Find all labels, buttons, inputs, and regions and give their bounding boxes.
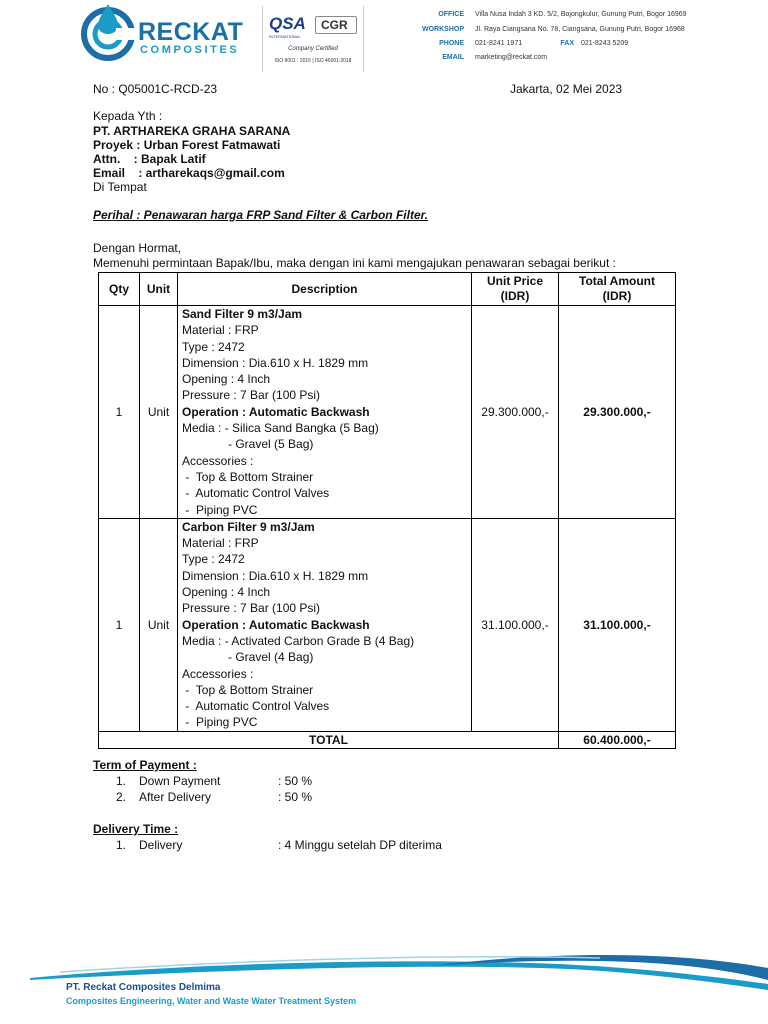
unit-price-header-line1: Unit Price	[486, 274, 543, 288]
delivery-item-num: 1.	[116, 838, 127, 852]
row-qty: 1	[99, 518, 140, 731]
payment-item-label: After Delivery	[139, 790, 212, 804]
description-header: Description	[178, 273, 472, 306]
unit-price-header-line2: (IDR)	[500, 289, 530, 303]
total-label: TOTAL	[99, 731, 559, 748]
delivery-title: Delivery Time :	[93, 822, 179, 836]
item-opening: Opening : 4 Inch	[182, 585, 271, 600]
item-pressure: Pressure : 7 Bar (100 Psi)	[182, 601, 321, 616]
item-accessory-1: - Top & Bottom Strainer	[182, 682, 314, 697]
qsa-subtitle: INTERNATIONAL	[269, 34, 301, 39]
item-accessory-3: - Piping PVC	[182, 715, 258, 730]
item-media-1: Media : - Activated Carbon Grade B (4 Bag)	[182, 633, 415, 648]
reckat-logo-icon	[80, 2, 136, 62]
item-opening: Opening : 4 Inch	[182, 372, 271, 387]
item-media-2: - Gravel (5 Bag)	[228, 437, 314, 452]
recipient-attn: Attn. : Bapak Latif	[93, 152, 206, 166]
office-address: Villa Nusa Indah 3 KD. 5/2, Bojongkulur, Gunung Putri, Bogor 16969	[475, 11, 687, 18]
letter-date: Jakarta, 02 Mei 2023	[510, 82, 623, 96]
item-title: Sand Filter 9 m3/Jam	[182, 307, 303, 321]
letter-greeting: Dengan Hormat,	[93, 241, 182, 255]
table-header-row	[99, 273, 676, 306]
recipient-project: Proyek : Urban Forest Fatmawati	[93, 138, 281, 152]
row-description	[178, 306, 472, 519]
row-qty: 1	[99, 306, 140, 519]
cert-caption: Company Certified	[288, 46, 338, 52]
table-total-row	[99, 731, 676, 748]
unit-header: Unit	[140, 273, 178, 306]
recipient-place: Di Tempat	[93, 180, 147, 194]
row-unit-price: 29.300.000,-	[472, 306, 559, 519]
office-label: OFFICE	[438, 11, 464, 18]
payment-title: Term of Payment :	[93, 758, 197, 772]
fax-value: 021-8243 5209	[581, 40, 629, 47]
item-media-2: - Gravel (4 Bag)	[228, 650, 314, 665]
item-accessory-2: - Automatic Control Valves	[182, 699, 330, 714]
item-material: Material : FRP	[182, 536, 259, 551]
cgr-logo	[315, 16, 357, 34]
row-total: 31.100.000,-	[559, 518, 676, 731]
item-accessory-1: - Top & Bottom Strainer	[182, 469, 314, 484]
item-accessories: Accessories :	[182, 666, 254, 681]
recipient-email: Email : artharekaqs@gmail.com	[93, 166, 285, 180]
brand-name: RECKAT	[138, 18, 244, 46]
item-media-1: Media : - Silica Sand Bangka (5 Bag)	[182, 421, 379, 436]
total-amount-header	[559, 273, 676, 306]
footer-tagline: Composites Engineering, Water and Waste Water Treatment System	[66, 996, 357, 1006]
qsa-logo: QSA	[269, 14, 306, 33]
table-row	[99, 518, 676, 731]
delivery-item-value: : 4 Minggu setelah DP diterima	[278, 838, 442, 852]
item-pressure: Pressure : 7 Bar (100 Psi)	[182, 388, 321, 403]
item-accessory-2: - Automatic Control Valves	[182, 486, 330, 501]
item-title: Carbon Filter 9 m3/Jam	[182, 519, 315, 534]
payment-item-label: Down Payment	[139, 774, 221, 788]
phone-label: PHONE	[439, 40, 464, 47]
payment-item-value: : 50 %	[278, 790, 313, 804]
item-type: Type : 2472	[182, 339, 245, 354]
item-operation: Operation : Automatic Backwash	[182, 617, 370, 632]
brand-subtitle: COMPOSITES	[140, 44, 240, 56]
payment-item-num: 1.	[116, 774, 127, 788]
phone-value: 021-8241 1971	[475, 40, 523, 47]
row-description	[178, 518, 472, 731]
unit-price-header	[472, 273, 559, 306]
table-row	[99, 306, 676, 519]
row-total: 29.300.000,-	[559, 306, 676, 519]
certification-badge	[262, 6, 364, 72]
workshop-address: Jl. Raya Ciangsana No. 78, Ciangsana, Gunung Putri, Bogor 16968	[475, 26, 685, 33]
email-label: EMAIL	[442, 54, 464, 61]
row-unit: Unit	[140, 518, 178, 731]
letter-subject: Perihal : Penawaran harga FRP Sand Filter & Carbon Filter.	[93, 208, 428, 222]
qty-header: Qty	[99, 273, 140, 306]
letter-intro: Memenuhi permintaan Bapak/Ibu, maka dengan ini kami mengajukan penawaran sebagai berikut :	[93, 256, 616, 270]
row-unit: Unit	[140, 306, 178, 519]
row-unit-price: 31.100.000,-	[472, 518, 559, 731]
quotation-table	[98, 272, 676, 749]
fax-label: FAX	[560, 40, 574, 47]
recipient-label: Kepada Yth :	[93, 109, 163, 123]
delivery-item-label: Delivery	[139, 838, 183, 852]
cgr-text: CGR	[321, 18, 348, 32]
item-accessories: Accessories :	[182, 453, 254, 468]
item-accessory-3: - Piping PVC	[182, 502, 258, 517]
total-value: 60.400.000,-	[559, 731, 676, 748]
total-amount-header-line1: Total Amount	[579, 274, 655, 288]
item-dimension: Dimension : Dia.610 x H. 1829 mm	[182, 355, 369, 370]
payment-item-num: 2.	[116, 790, 127, 804]
item-material: Material : FRP	[182, 323, 259, 338]
item-dimension: Dimension : Dia.610 x H. 1829 mm	[182, 568, 369, 583]
letter-number: No : Q05001C-RCD-23	[93, 82, 218, 96]
recipient-company: PT. ARTHAREKA GRAHA SARANA	[93, 124, 291, 138]
workshop-label: WORKSHOP	[422, 26, 464, 33]
email-value: marketing@reckat.com	[475, 54, 548, 61]
payment-item-value: : 50 %	[278, 774, 313, 788]
total-amount-header-line2: (IDR)	[602, 289, 632, 303]
item-operation: Operation : Automatic Backwash	[182, 404, 370, 419]
item-type: Type : 2472	[182, 552, 245, 567]
iso-standards: ISO 9001 : 2015 | ISO 45001:2018	[274, 58, 352, 64]
footer-company: PT. Reckat Composites Delmima	[66, 982, 221, 993]
